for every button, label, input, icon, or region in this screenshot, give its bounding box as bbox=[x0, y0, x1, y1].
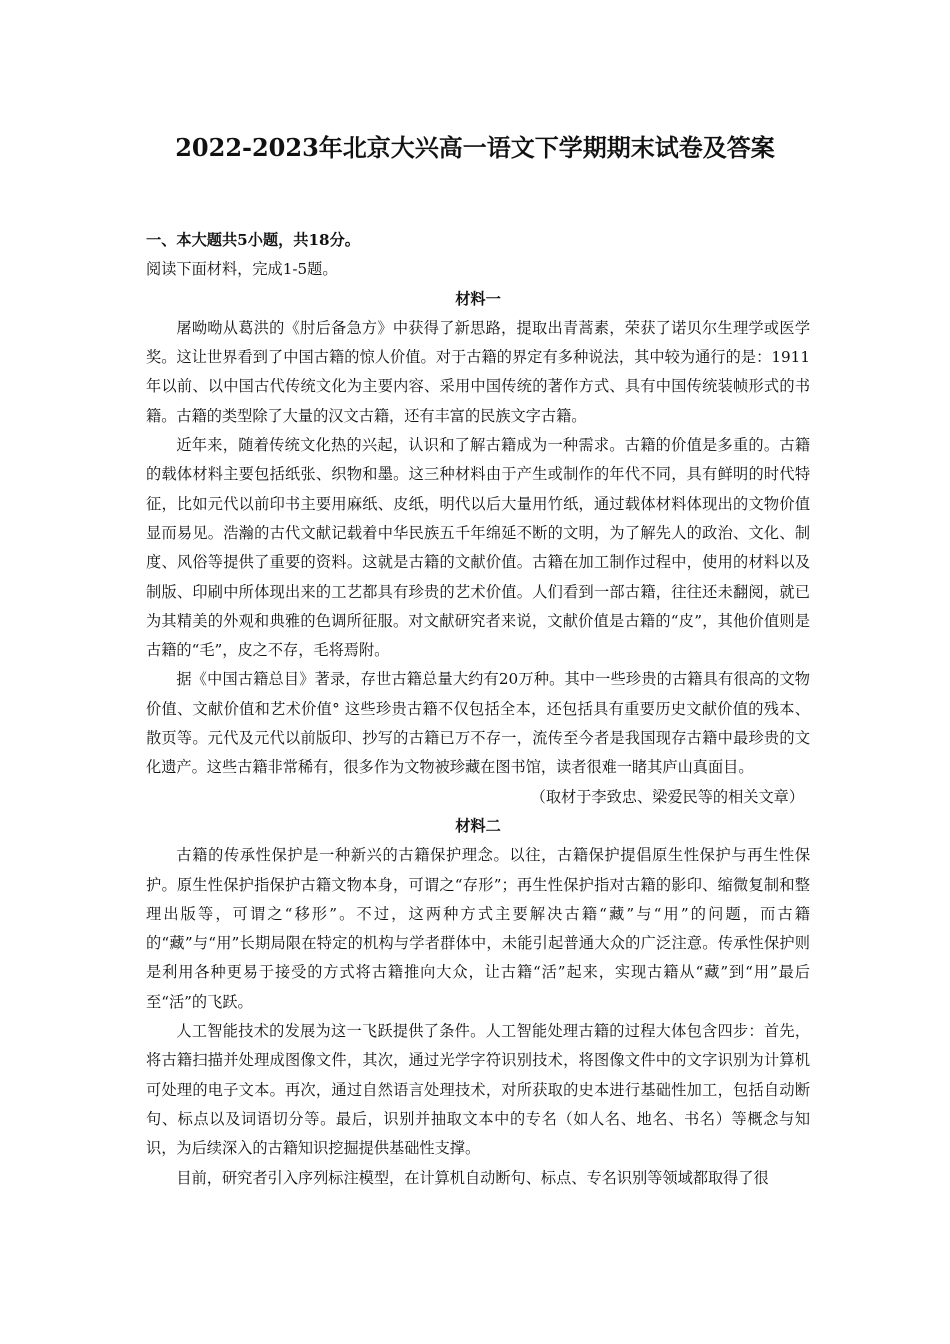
material1-paragraph-3: 据《中国古籍总目》著录，存世古籍总量大约有20万种。其中一些珍贵的古籍具有很高的文物价值、文献价值和艺术价值° 这些珍贵古籍不仅包括全本，还包括具有重要历史文献价值的残本、散页等。元代及元代以前版印、抄写的古籍已万不存一，流传至今者是我国现存古籍中最珍贵的文化遗产。这些古籍非常稀有，很多作为文物被珍藏在图书馆，读者很难一睹其庐山真面目。 bbox=[146, 670, 810, 777]
material2-paragraph-3: 目前，研究者引入序列标注模型，在计算机自动断句、标点、专名识别等领域都取得了很 bbox=[176, 1168, 769, 1187]
instruction-text: 阅读下面材料，完成1-5题。 bbox=[146, 260, 338, 279]
material1-heading: 材料一 bbox=[455, 289, 501, 308]
material2-paragraph-2: 人工智能技术的发展为这一飞跃提供了条件。人工智能处理古籍的过程大体包含四步：首先，将古籍扫描并处理成图像文件，其次，通过光学字符识别技术，将图像文件中的文字识别为计算机可处理的电子文本。再次，通过自然语言处理技术，对所获取的史本进行基础性加工，包括自动断句、标点以及词语切分等。最后，识别并抽取文本中的专名（如人名、地名、书名）等概念与知识，为后续深入的古籍知识挖掘提供基础性支撑。 bbox=[146, 1022, 810, 1158]
material1-paragraph-1: 屠呦呦从葛洪的《肘后备急方》中获得了新思路，提取出青蒿素，荣获了诺贝尔生理学或医学奖。这让世界看到了中国古籍的惊人价值。对于古籍的界定有多种说法，其中较为通行的是：1911年以前、以中国古代传统文化为主要内容、采用中国传统的著作方式、具有中国传统装帧形式的书籍。古籍的类型除了大量的汉文古籍，还有丰富的民族文字古籍。 bbox=[146, 318, 810, 425]
document-title: 2022-2023年北京大兴高一语文下学期期末试卷及答案 bbox=[175, 133, 775, 162]
material2-paragraph-1: 古籍的传承性保护是一种新兴的古籍保护理念。以往，古籍保护提倡原生性保护与再生性保护。原生性保护指保护古籍文物本身，可谓之“存形”；再生性保护指对古籍的影印、缩微复制和整理出版等，可谓之“移形”。不过，这两种方式主要解决古籍“藏”与“用”的问题，而古籍的“藏”与“用”长期局限在特定的机构与学者群体中，未能引起普通大众的广泛注意。传承性保护则是利用各种更易于接受的方式将古籍推向大众，让古籍“活”起来，实现古籍从“藏”到“用”最后至“活”的飞跃。 bbox=[146, 846, 810, 1011]
section-heading: 一、本大题共5小题，共18分。 bbox=[146, 231, 360, 249]
material1-paragraph-2: 近年来，随着传统文化热的兴起，认识和了解古籍成为一种需求。古籍的价值是多重的。古籍的载体材料主要包括纸张、织物和墨。这三种材料由于产生或制作的年代不同，具有鲜明的时代特征，比如元代以前印书主要用麻纸、皮纸，明代以后大量用竹纸，通过载体材料体现出的文物价值显而易见。浩瀚的古代文献记载着中华民族五千年绵延不断的文明，为了解先人的政治、文化、制度、风俗等提供了重要的资料。这就是古籍的文献价值。古籍在加工制作过程中，使用的材料以及制版、印刷中所体现出来的工艺都具有珍贵的艺术价值。人们看到一部古籍，往往还未翻阅，就已为其精美的外观和典雅的色调所征服。对文献研究者来说，文献价值是古籍的“皮”，其他价值则是古籍的“毛”，皮之不存，毛将焉附。 bbox=[146, 436, 810, 660]
material1-source: （取材于李致忠、梁爱民等的相关文章） bbox=[530, 787, 804, 806]
document-body bbox=[146, 226, 810, 1193]
material2-heading: 材料二 bbox=[455, 816, 501, 835]
